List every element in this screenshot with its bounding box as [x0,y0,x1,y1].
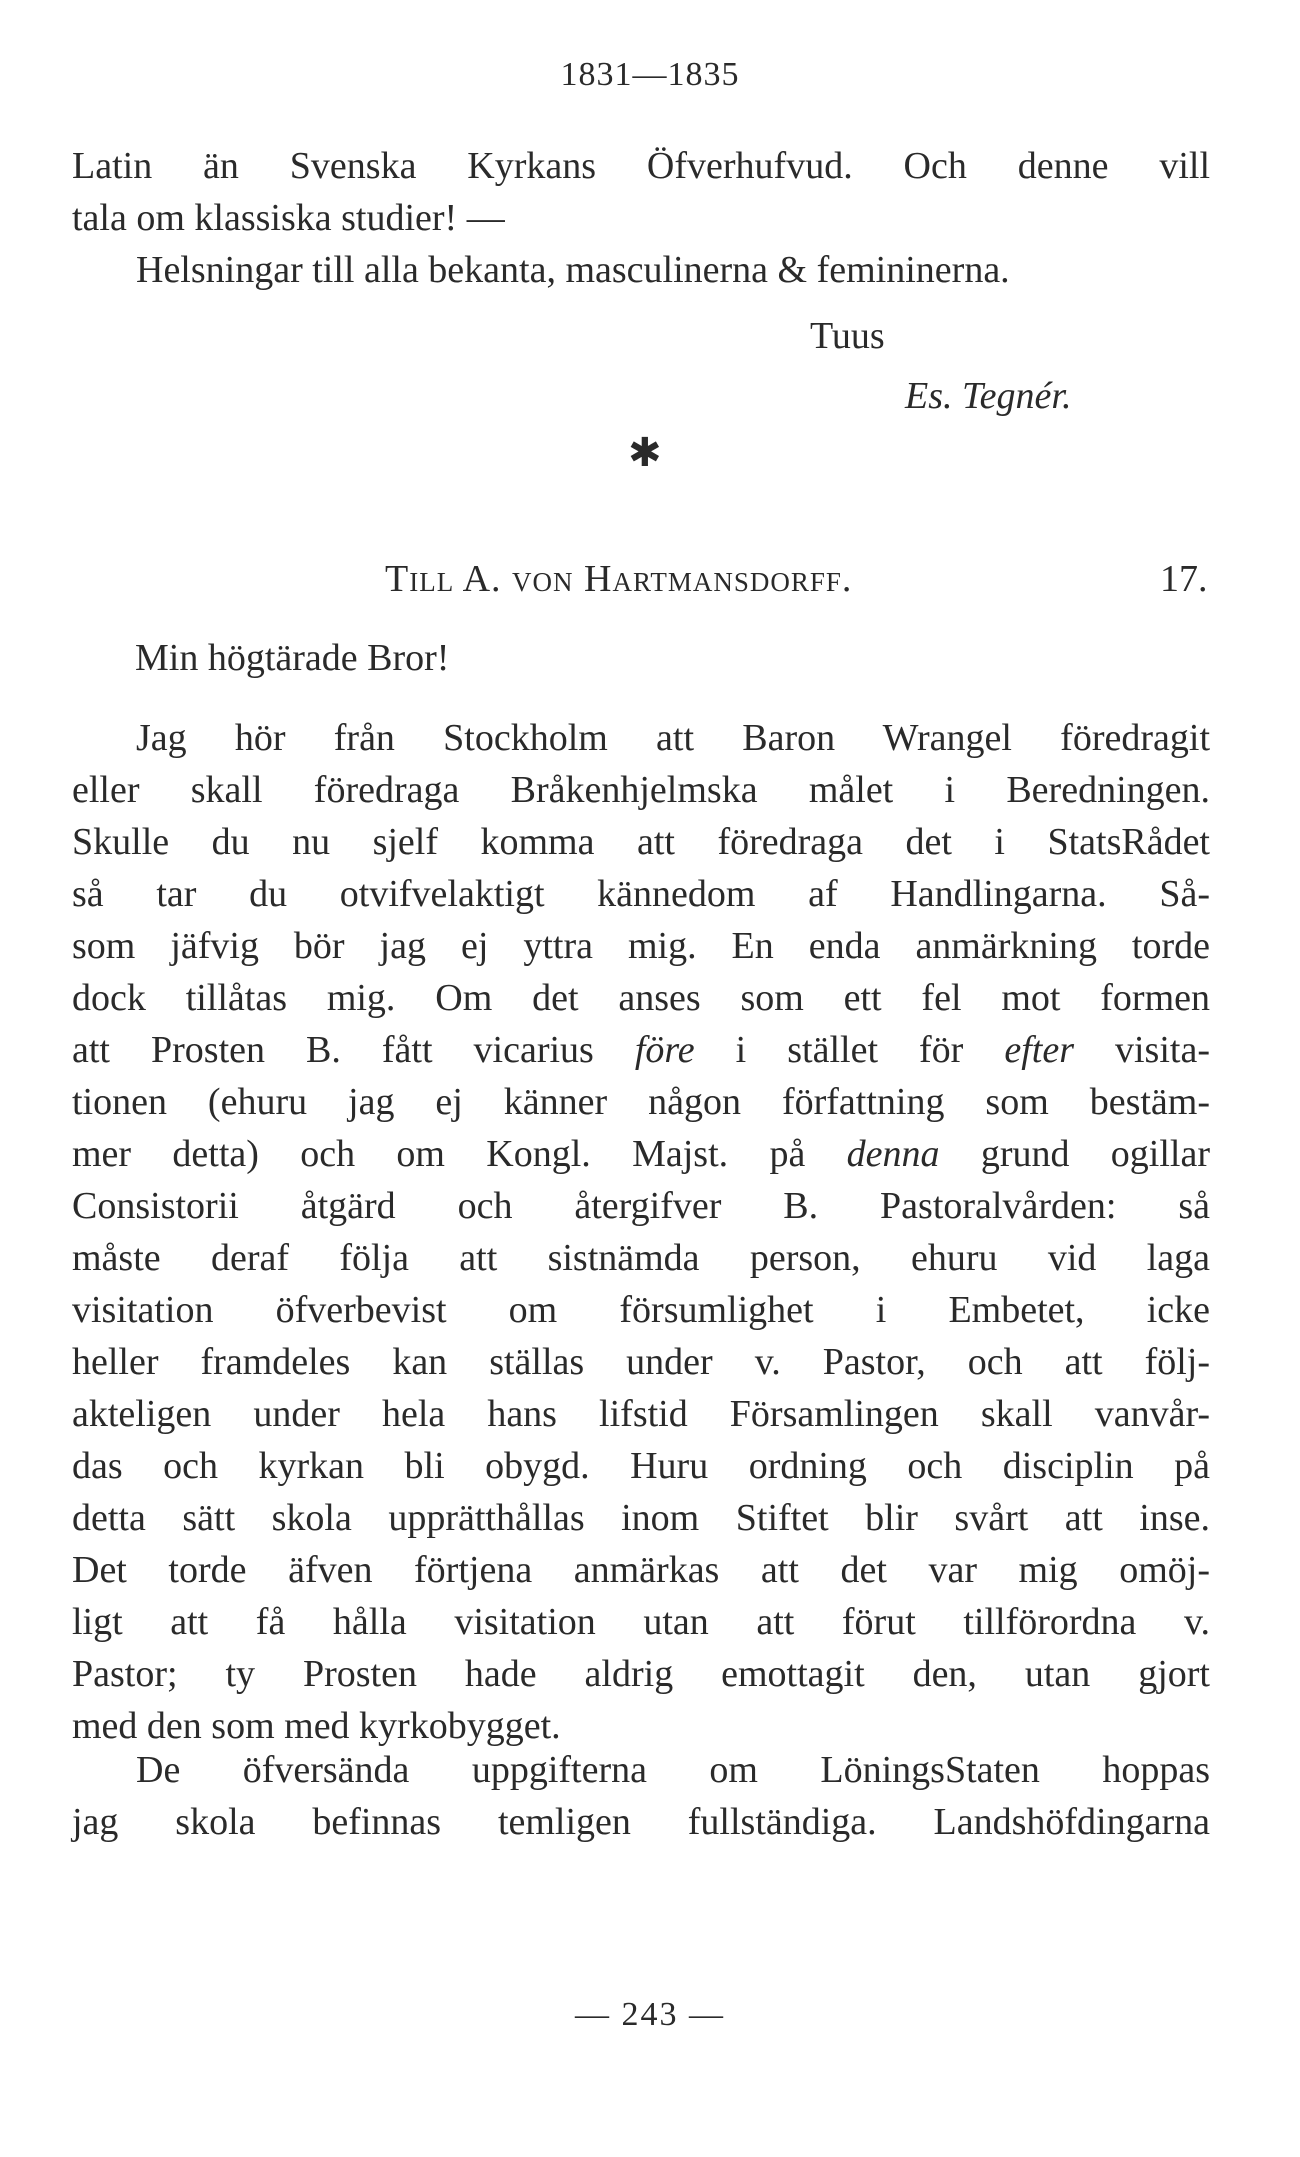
italic-word: före [634,1029,695,1071]
text-line: som jäfvig bör jag ej yttra mig. En enda anmärkning torde [72,925,1210,967]
running-head: 1831—1835 [560,56,740,93]
text-line: Pastor; ty Prosten hade aldrig emottagit den, utan gjort [72,1653,1210,1695]
text-line: heller framdeles kan ställas under v. Pastor, och att följ- [72,1341,1210,1383]
paragraph-1 [72,712,1210,1752]
text-line: visitation öfverbevist om försumlighet i Embetet, icke [72,1289,1210,1331]
text-line: tala om klassiska studier! — [72,197,505,239]
italic-word: efter [1004,1029,1074,1071]
text-line: Det torde äfven förtjena anmärkas att det var mig omöj- [72,1549,1210,1591]
text-line: Skulle du nu sjelf komma att föredraga det i StatsRådet [72,821,1210,863]
asterisk-separator-icon: ✱ [628,430,662,476]
paragraph-2 [72,1744,1210,1848]
text-line: dock tillåtas mig. Om det anses som ett fel mot formen [72,977,1210,1019]
text-line: Jag hör från Stockholm att Baron Wrangel föredragit [136,717,1210,759]
text-line: akteligen under hela hans lifstid Församlingen skall vanvår- [72,1393,1210,1435]
text-line [72,1128,1210,1180]
text-line: detta sätt skola upprätthållas inom Stiftet blir svårt att inse. [72,1497,1210,1539]
italic-word: denna [846,1133,940,1175]
text-line: Latin än Svenska Kyrkans Öfverhufvud. Och denne vill [72,145,1210,187]
text-run: grund ogillar [939,1133,1210,1175]
text-line: Helsningar till alla bekanta, masculinerna & femininerna. [136,249,1010,291]
text-line: så tar du otvifvelaktigt kännedom af Handlingarna. Så- [72,873,1210,915]
text-run: att Prosten B. fått vicarius [72,1029,635,1071]
salutation: Min högtärade Bror! [135,637,450,679]
text-line: jag skola befinnas temligen fullständiga. Landshöfdingarna [72,1801,1210,1843]
signature: Es. Tegnér. [905,375,1072,417]
text-line: med den som med kyrkobygget. [72,1705,561,1747]
letter-number: 17. [1160,558,1208,600]
page-number: — 243 — [575,1996,725,2033]
text-run: mer detta) och om Kongl. Majst. på [72,1133,847,1175]
letter-heading: Till A. von Hartmansdorff. [385,558,853,600]
text-run: i stället för [694,1029,1005,1071]
text-line: tionen (ehuru jag ej känner någon författning som bestäm- [72,1081,1210,1123]
text-line: ligt att få hålla visitation utan att förut tillförordna v. [72,1601,1210,1643]
text-line: måste deraf följa att sistnämda person, ehuru vid laga [72,1237,1210,1279]
text-run: visita- [1073,1029,1210,1071]
text-line [72,1024,1210,1076]
text-line: eller skall föredraga Bråkenhjelmska målet i Beredningen. [72,769,1210,811]
text-line: Consistorii åtgärd och återgifver B. Pastoralvården: så [72,1185,1210,1227]
text-line: De öfversända uppgifterna om LöningsStaten hoppas [136,1749,1210,1791]
letter-closing-text [72,140,1210,296]
text-line: das och kyrkan bli obygd. Huru ordning och disciplin på [72,1445,1210,1487]
closing-word: Tuus [810,315,885,357]
